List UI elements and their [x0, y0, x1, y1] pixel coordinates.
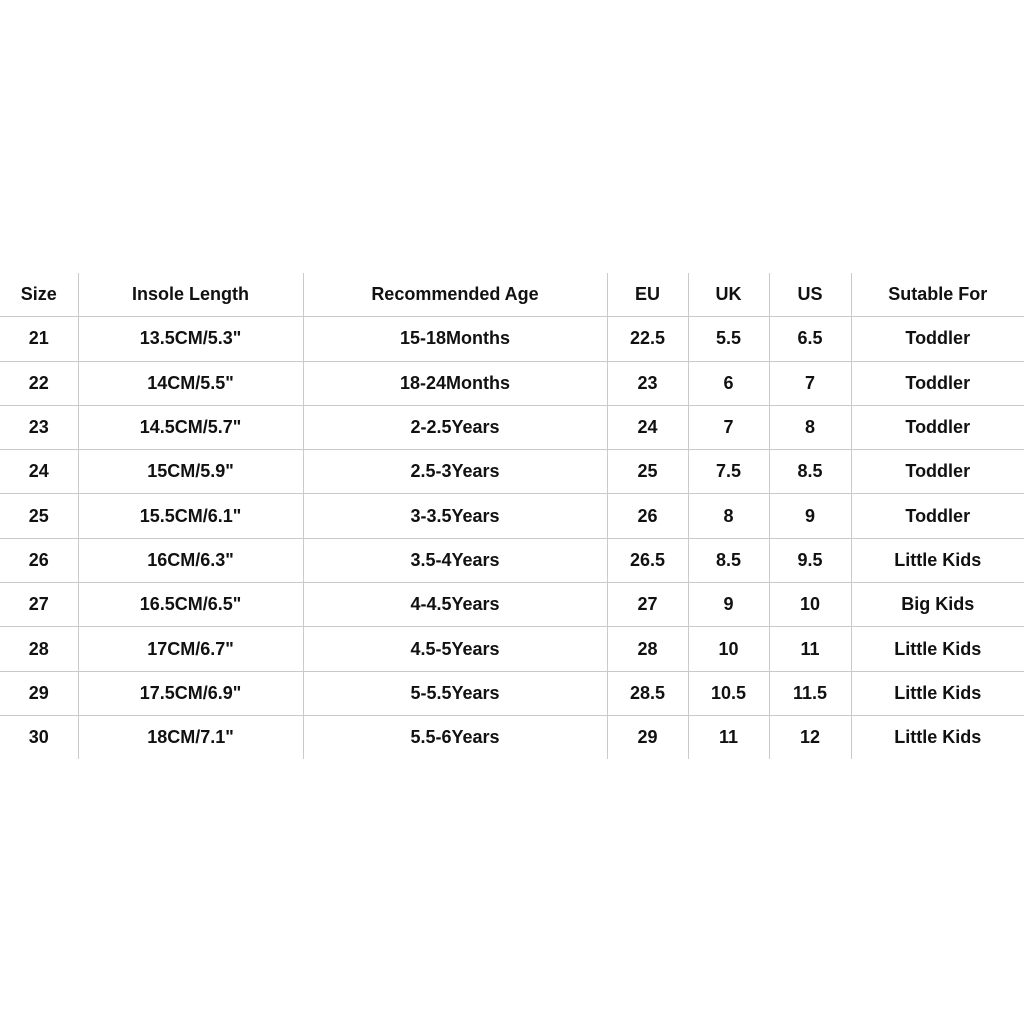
cell-us: 8	[769, 405, 851, 449]
table-row	[0, 405, 1024, 449]
cell-eu: 27	[607, 583, 688, 627]
cell-eu: 26.5	[607, 538, 688, 582]
table-row	[0, 583, 1024, 627]
cell-eu: 26	[607, 494, 688, 538]
cell-eu: 22.5	[607, 317, 688, 361]
cell-uk: 8	[688, 494, 769, 538]
cell-size: 22	[0, 361, 78, 405]
cell-eu: 25	[607, 450, 688, 494]
cell-size: 28	[0, 627, 78, 671]
table-row	[0, 627, 1024, 671]
cell-uk: 11	[688, 715, 769, 759]
cell-insole-length: 13.5CM/5.3"	[78, 317, 303, 361]
cell-us: 10	[769, 583, 851, 627]
cell-insole-length: 18CM/7.1"	[78, 715, 303, 759]
cell-us: 12	[769, 715, 851, 759]
cell-suitable-for: Little Kids	[851, 627, 1024, 671]
cell-us: 9	[769, 494, 851, 538]
cell-size: 29	[0, 671, 78, 715]
cell-us: 8.5	[769, 450, 851, 494]
cell-size: 30	[0, 715, 78, 759]
table-row	[0, 715, 1024, 759]
cell-eu: 23	[607, 361, 688, 405]
header-recommended-age: Recommended Age	[303, 273, 607, 317]
cell-eu: 29	[607, 715, 688, 759]
cell-uk: 6	[688, 361, 769, 405]
cell-uk: 9	[688, 583, 769, 627]
cell-uk: 8.5	[688, 538, 769, 582]
cell-recommended-age: 5-5.5Years	[303, 671, 607, 715]
cell-suitable-for: Toddler	[851, 361, 1024, 405]
cell-size: 27	[0, 583, 78, 627]
cell-insole-length: 16CM/6.3"	[78, 538, 303, 582]
header-insole-length: Insole Length	[78, 273, 303, 317]
cell-us: 11	[769, 627, 851, 671]
header-us: US	[769, 273, 851, 317]
cell-uk: 7	[688, 405, 769, 449]
table-row	[0, 494, 1024, 538]
cell-insole-length: 15.5CM/6.1"	[78, 494, 303, 538]
cell-insole-length: 14.5CM/5.7"	[78, 405, 303, 449]
cell-insole-length: 15CM/5.9"	[78, 450, 303, 494]
cell-size: 25	[0, 494, 78, 538]
cell-uk: 10	[688, 627, 769, 671]
cell-recommended-age: 3.5-4Years	[303, 538, 607, 582]
cell-recommended-age: 5.5-6Years	[303, 715, 607, 759]
table-row	[0, 361, 1024, 405]
cell-recommended-age: 2-2.5Years	[303, 405, 607, 449]
header-size: Size	[20, 284, 57, 305]
header-suitable-for: Sutable For	[851, 273, 1024, 317]
table-row	[0, 317, 1024, 361]
cell-size: 26	[0, 538, 78, 582]
cell-suitable-for: Toddler	[851, 494, 1024, 538]
cell-uk: 10.5	[688, 671, 769, 715]
cell-recommended-age: 15-18Months	[303, 317, 607, 361]
cell-recommended-age: 2.5-3Years	[303, 450, 607, 494]
table-row	[0, 671, 1024, 715]
cell-suitable-for: Toddler	[851, 405, 1024, 449]
cell-uk: 7.5	[688, 450, 769, 494]
cell-recommended-age: 3-3.5Years	[303, 494, 607, 538]
cell-size: 23	[0, 405, 78, 449]
cell-insole-length: 17CM/6.7"	[78, 627, 303, 671]
cell-suitable-for: Big Kids	[851, 583, 1024, 627]
table-row	[0, 538, 1024, 582]
cell-size: 21	[0, 317, 78, 361]
table-row	[0, 450, 1024, 494]
cell-insole-length: 14CM/5.5"	[78, 361, 303, 405]
cell-recommended-age: 18-24Months	[303, 361, 607, 405]
header-eu: EU	[607, 273, 688, 317]
cell-suitable-for: Toddler	[851, 450, 1024, 494]
cell-suitable-for: Little Kids	[851, 715, 1024, 759]
cell-eu: 24	[607, 405, 688, 449]
cell-suitable-for: Little Kids	[851, 538, 1024, 582]
cell-uk: 5.5	[688, 317, 769, 361]
cell-size: 24	[0, 450, 78, 494]
cell-recommended-age: 4-4.5Years	[303, 583, 607, 627]
table-header-row	[0, 273, 1024, 317]
cell-suitable-for: Toddler	[851, 317, 1024, 361]
cell-us: 7	[769, 361, 851, 405]
cell-us: 11.5	[769, 671, 851, 715]
cell-insole-length: 16.5CM/6.5"	[78, 583, 303, 627]
cell-recommended-age: 4.5-5Years	[303, 627, 607, 671]
header-uk: UK	[688, 273, 769, 317]
cell-suitable-for: Little Kids	[851, 671, 1024, 715]
cell-us: 9.5	[769, 538, 851, 582]
cell-insole-length: 17.5CM/6.9"	[78, 671, 303, 715]
cell-us: 6.5	[769, 317, 851, 361]
cell-eu: 28	[607, 627, 688, 671]
size-chart-table	[0, 273, 1024, 759]
cell-eu: 28.5	[607, 671, 688, 715]
